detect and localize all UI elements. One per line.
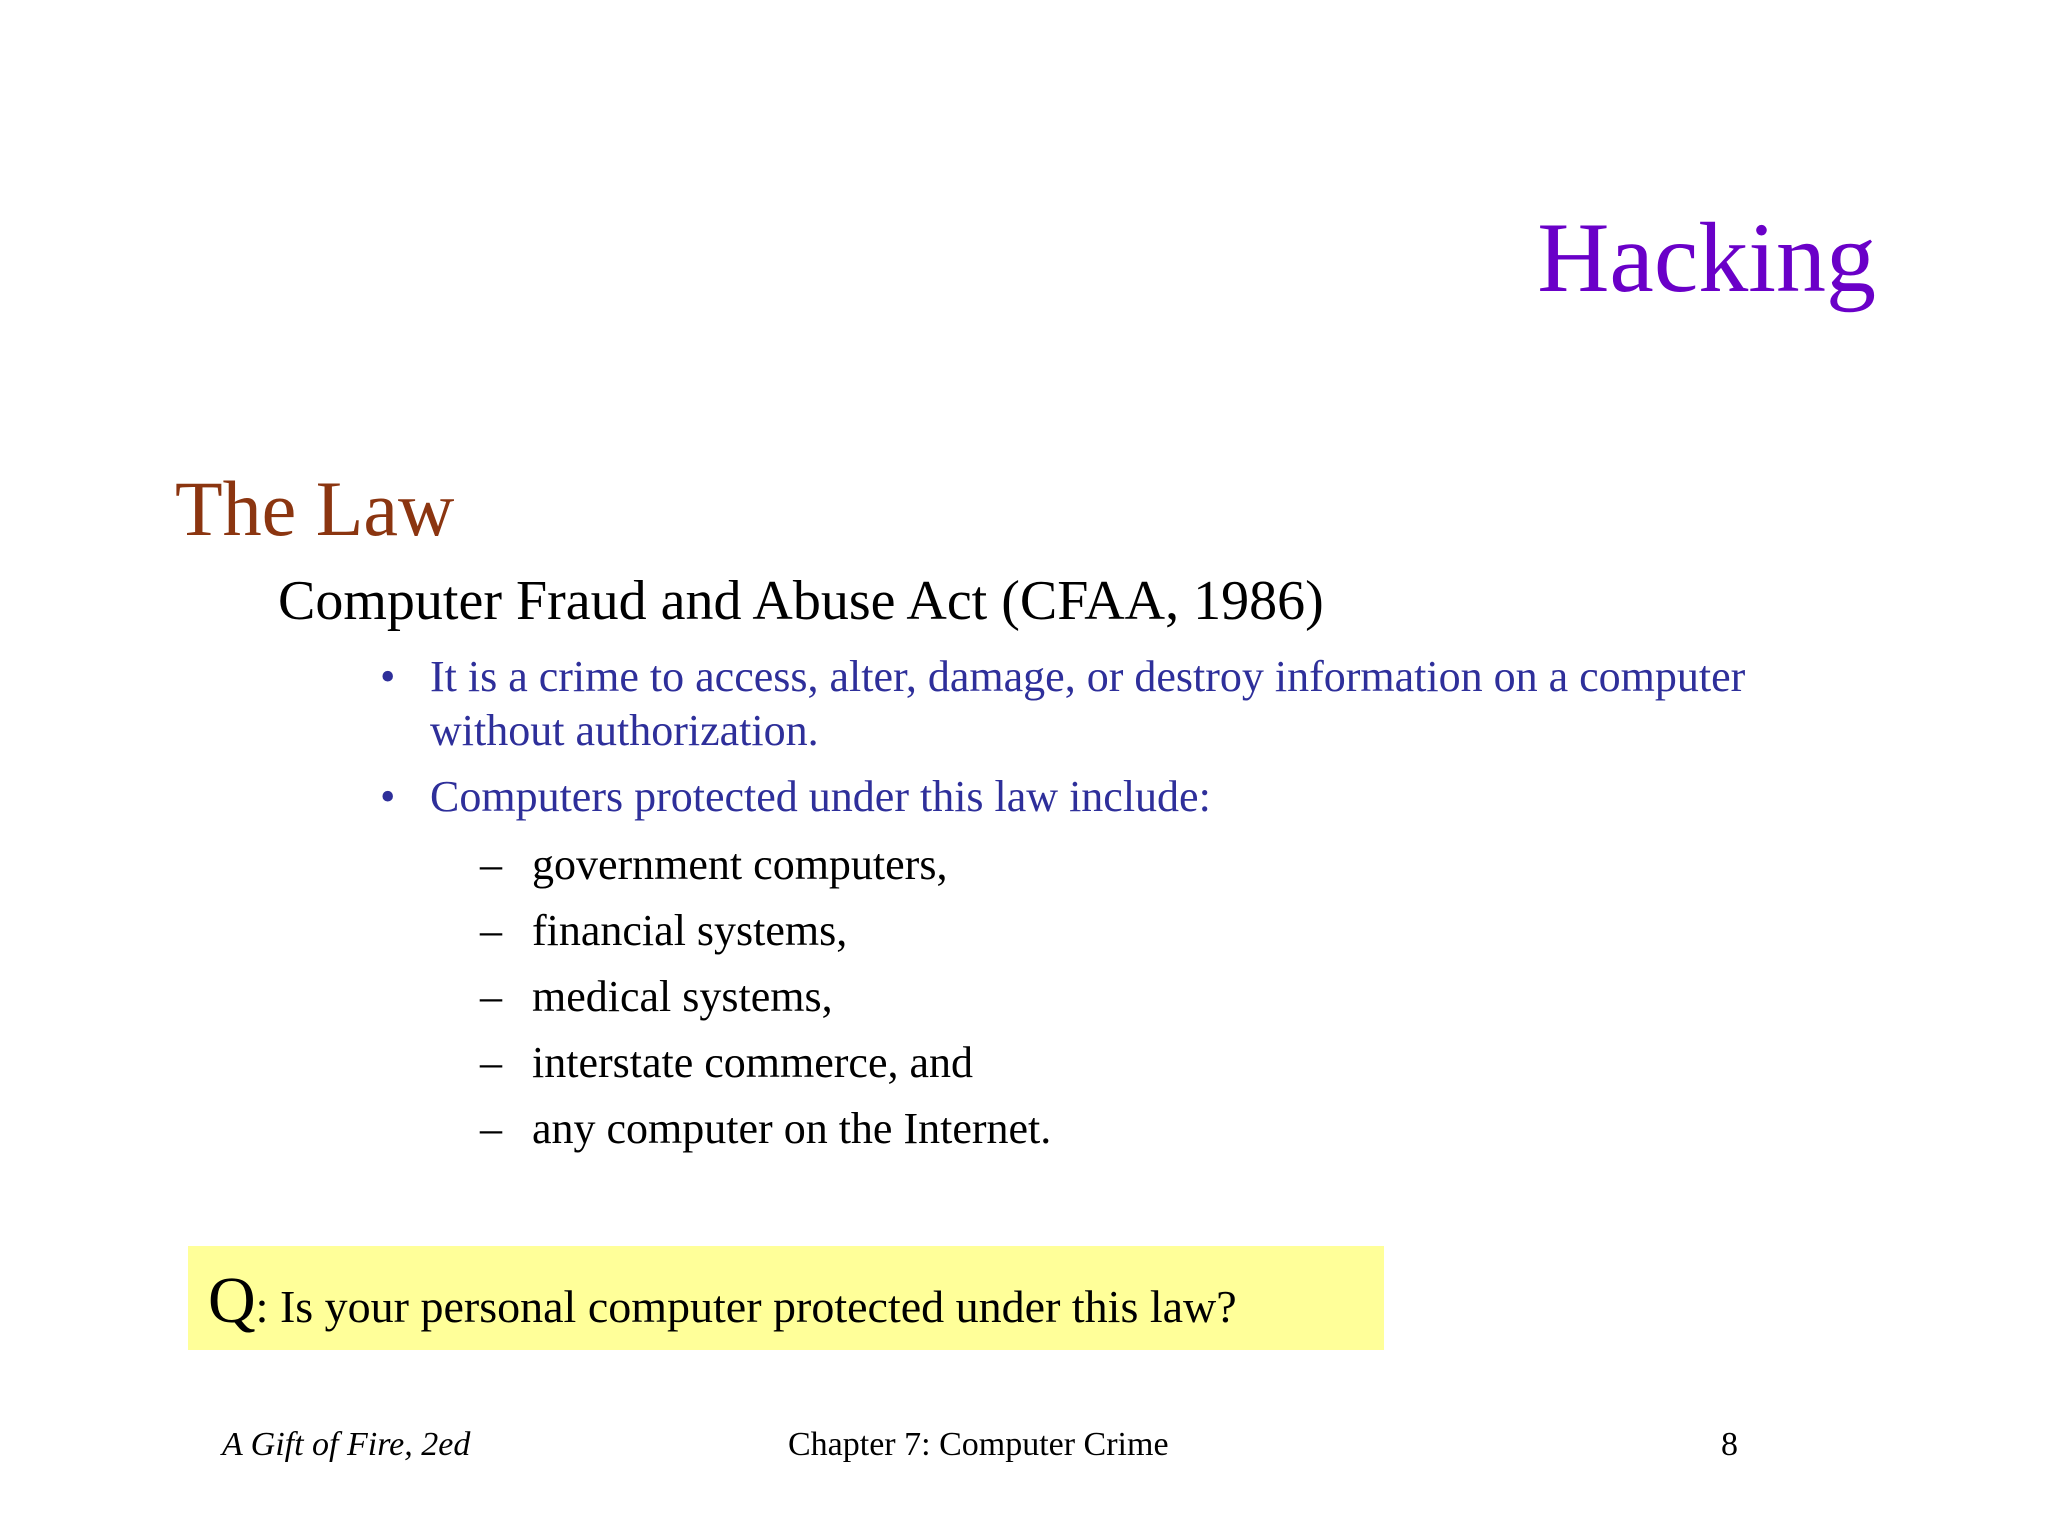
list-item-text: government computers, — [532, 840, 948, 889]
bullet-item — [380, 650, 1780, 758]
dash-marker: – — [480, 1038, 502, 1087]
bullet-list — [380, 650, 1780, 836]
footer-chapter: Chapter 7: Computer Crime — [788, 1426, 1169, 1463]
list-item-text: financial systems, — [532, 906, 848, 955]
protected-computers-list — [480, 832, 1051, 1162]
list-item — [480, 964, 1051, 1030]
question-letter: Q — [208, 1264, 256, 1337]
list-item-text: any computer on the Internet. — [532, 1104, 1052, 1153]
bullet-marker: • — [380, 652, 396, 701]
dash-marker: – — [480, 906, 502, 955]
section-heading: The Law — [175, 465, 455, 552]
bullet-text: Computers protected under this law include: — [430, 772, 1211, 821]
question-highlight-box — [188, 1246, 1384, 1350]
list-item-text: medical systems, — [532, 972, 833, 1021]
bullet-marker: • — [380, 772, 396, 821]
footer-page-number: 8 — [1721, 1426, 1738, 1463]
dash-marker: – — [480, 1104, 502, 1153]
list-item — [480, 898, 1051, 964]
question-body: : Is your personal computer protected under this law? — [255, 1281, 1237, 1332]
slide-title: Hacking — [1537, 202, 1876, 313]
footer-book-title: A Gift of Fire, 2ed — [222, 1426, 471, 1463]
list-item — [480, 1030, 1051, 1096]
list-item-text: interstate commerce, and — [532, 1038, 974, 1087]
list-item — [480, 832, 1051, 898]
dash-marker: – — [480, 840, 502, 889]
dash-marker: – — [480, 972, 502, 1021]
act-subheading: Computer Fraud and Abuse Act (CFAA, 1986) — [278, 570, 1324, 632]
bullet-item — [380, 770, 1780, 824]
question-text — [208, 1264, 1237, 1337]
list-item — [480, 1096, 1051, 1162]
bullet-text: It is a crime to access, alter, damage, or destroy information on a computer without authorization. — [430, 652, 1746, 755]
